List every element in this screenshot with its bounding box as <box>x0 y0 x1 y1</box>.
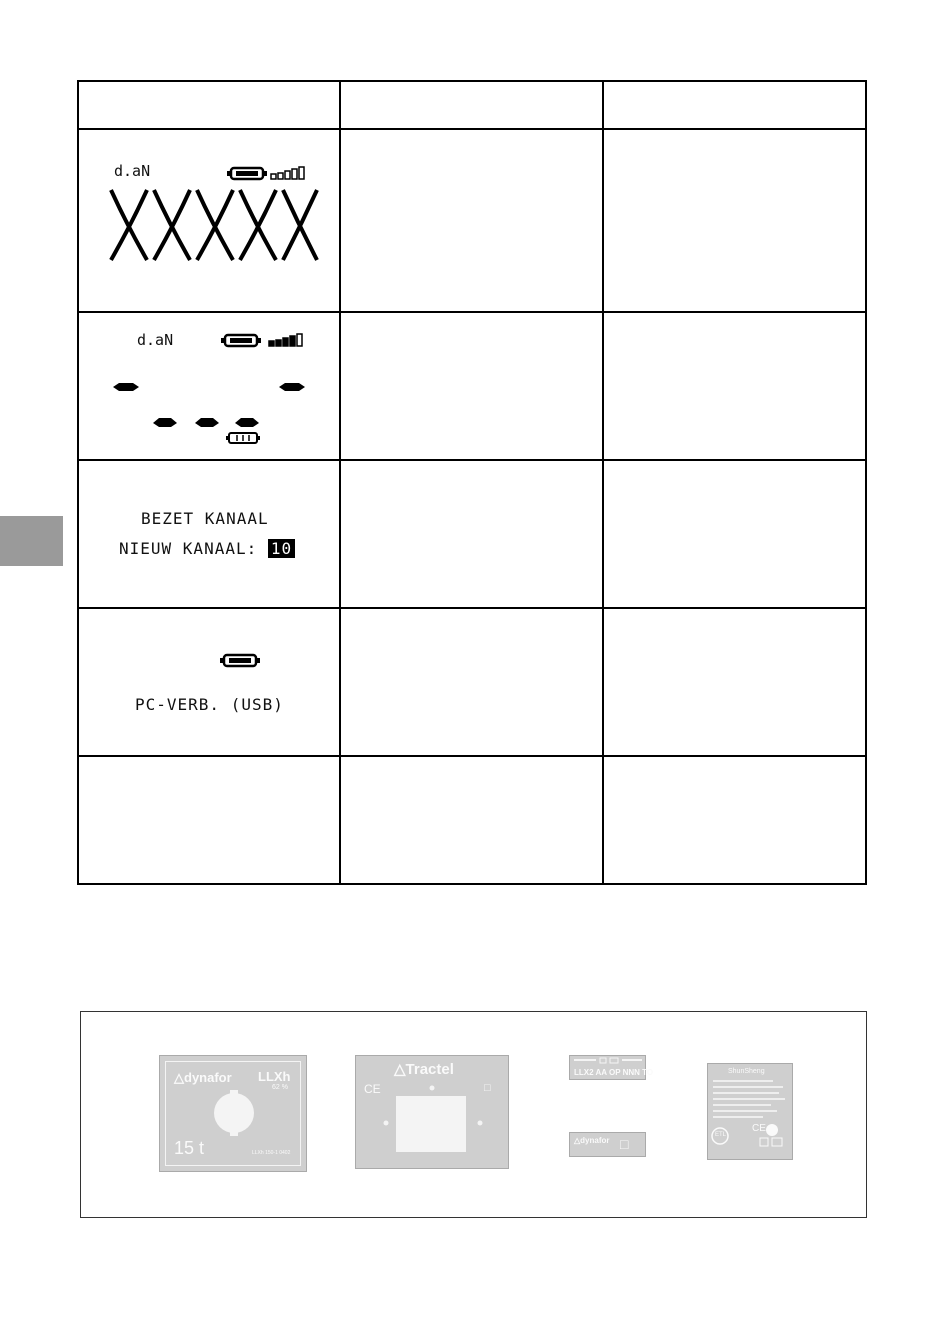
unit-label: d.aN <box>137 331 174 349</box>
action-cell <box>603 608 866 756</box>
charger-ce-mark: CE <box>752 1123 766 1134</box>
lcd-overload-graphics <box>79 130 341 311</box>
display-cell <box>78 129 340 312</box>
table-row <box>78 608 866 756</box>
tractel-ce-mark: CE <box>364 1082 381 1096</box>
action-cell <box>603 129 866 312</box>
battery-icon <box>221 335 261 346</box>
overload-x-marks <box>111 190 317 260</box>
table-row <box>78 460 866 608</box>
battery-icon <box>227 168 267 179</box>
new-channel-label: NIEUW KANAAL: <box>119 539 258 558</box>
dynafor-capacity: 15 t <box>174 1138 205 1158</box>
table-row <box>78 756 866 884</box>
pc-connection-text: PC-VERB. (USB) <box>135 695 284 714</box>
action-cell <box>603 756 866 884</box>
charger-plate-graphics <box>708 1064 794 1161</box>
signal-strength-icon <box>271 167 304 179</box>
display-cell <box>78 756 340 884</box>
manual-book-icon: □ <box>484 1082 491 1094</box>
tractel-plate-graphics <box>356 1056 510 1170</box>
unit-label: d.aN <box>114 162 151 180</box>
lcd-busy-channel-screen <box>79 461 339 607</box>
meaning-cell <box>340 460 603 608</box>
action-cell <box>603 312 866 460</box>
lcd-no-signal-screen <box>79 313 339 459</box>
table-row <box>78 312 866 460</box>
lcd-pc-connection-graphics <box>79 609 341 755</box>
display-messages-table <box>77 80 867 885</box>
dynafor-logo-icon: △ <box>174 1070 184 1085</box>
tractel-brand: △Tractel <box>394 1061 454 1078</box>
chapter-tab <box>0 516 63 566</box>
small-label-bottom <box>569 1132 646 1157</box>
meaning-cell <box>340 608 603 756</box>
action-cell <box>603 460 866 608</box>
table-row <box>78 129 866 312</box>
meaning-cell <box>340 312 603 460</box>
dynafor-sub: 62 % <box>272 1084 288 1091</box>
dynafor-model: LLXh <box>258 1069 291 1084</box>
lcd-overload-screen <box>79 130 339 311</box>
tractel-label-plate <box>355 1055 509 1169</box>
signal-strength-icon <box>269 334 302 346</box>
header-cell-display <box>78 81 340 129</box>
battery-icon <box>220 655 260 666</box>
tractel-logo-icon: △ <box>394 1061 406 1078</box>
busy-channel-text: BEZET KANAAL <box>141 509 269 528</box>
small-label-top <box>569 1055 654 1080</box>
dynafor-brand: △dynafor <box>174 1070 232 1085</box>
header-cell-meaning <box>340 81 603 129</box>
labels-figure <box>80 1011 867 1218</box>
lcd-pc-connection-screen <box>79 609 339 755</box>
dynafor-code: LLXh 150-1 0402 <box>252 1150 291 1156</box>
new-channel-value: 10 <box>268 539 295 558</box>
dash-segments <box>113 383 305 427</box>
dynafor-label-plate <box>159 1055 307 1172</box>
table-header-row <box>78 81 866 129</box>
charger-label-plate <box>707 1063 793 1160</box>
new-channel-line <box>119 539 295 558</box>
lcd-no-signal-graphics <box>79 313 341 459</box>
header-cell-action <box>603 81 866 129</box>
small-label-bottom-brand: △dynafor <box>574 1136 610 1145</box>
display-cell <box>78 312 340 460</box>
small-manual-book-icon: □ <box>620 1136 629 1152</box>
charger-etl-mark: ETL <box>715 1132 727 1138</box>
display-cell <box>78 460 340 608</box>
meaning-cell <box>340 756 603 884</box>
meaning-cell <box>340 129 603 312</box>
display-cell <box>78 608 340 756</box>
battery-small-icon <box>226 433 260 443</box>
charger-brand: ShunSheng <box>728 1068 765 1075</box>
small-dynafor-logo-icon: △ <box>574 1136 581 1145</box>
small-label-top-text: LLX2 AA OP NNN TO <box>574 1068 654 1077</box>
